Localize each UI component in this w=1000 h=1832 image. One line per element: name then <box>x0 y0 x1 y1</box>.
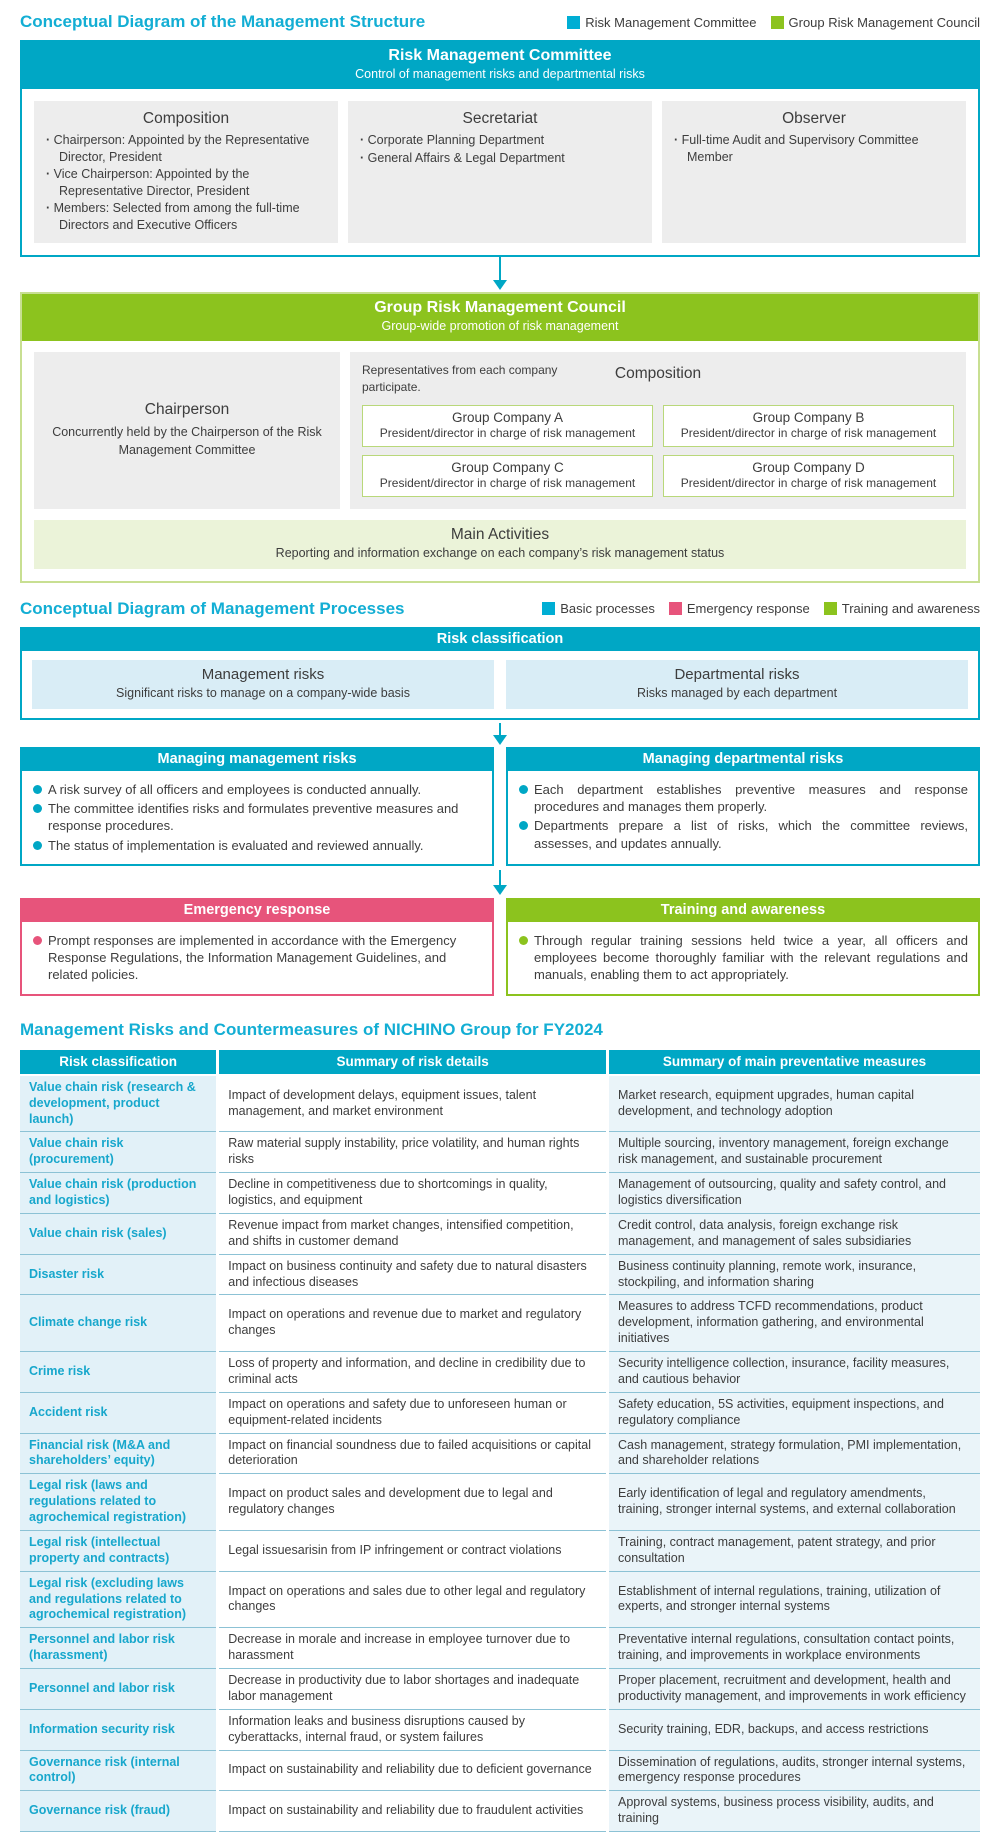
table-row <box>20 1571 980 1628</box>
risk-details-cell: Impact on sustainability and reliability due to fraudulent activities <box>218 1791 608 1832</box>
company-role: President/director in charge of risk management <box>379 475 636 490</box>
observer-panel <box>662 101 966 243</box>
legend-label: Group Risk Management Council <box>788 14 980 30</box>
column-body <box>20 922 494 996</box>
company-card <box>362 405 653 447</box>
legend-label: Emergency response <box>686 601 810 617</box>
table-row <box>20 1132 980 1173</box>
legend-item <box>824 601 980 616</box>
table-row <box>20 1392 980 1433</box>
composition-box <box>350 352 966 509</box>
managing-departmental-risks <box>506 747 980 866</box>
down-arrow-icon <box>499 257 501 281</box>
risk-details-cell: Revenue impact from market changes, intensified competition, and shifts in customer demand <box>218 1213 608 1254</box>
company-role: President/director in charge of risk management <box>680 475 937 490</box>
group-risk-management-council-box <box>20 292 980 583</box>
table-row <box>20 1254 980 1295</box>
risk-classification-cell: Information security risk <box>20 1709 218 1750</box>
departmental-risks-box <box>506 660 968 709</box>
green-swatch-icon <box>771 16 784 29</box>
bullet-item: The status of implementation is evaluated and reviewed annually. <box>32 837 482 854</box>
table-row <box>20 1433 980 1474</box>
legend-label: Basic processes <box>560 601 655 617</box>
list-item: · Members: Selected from among the full-time Directors and Executive Officers <box>46 200 326 233</box>
company-grid <box>362 405 954 497</box>
measures-cell: Multiple sourcing, inventory management, foreign exchange risk management, and sustainable procurement <box>608 1132 981 1173</box>
risk-classification-title: Risk classification <box>20 627 980 651</box>
risk-management-committee-box <box>20 40 980 257</box>
measures-cell: Training, contract management, patent strategy, and prior consultation <box>608 1530 981 1571</box>
risk-details-cell: Legal issuesarisin from IP infringement or contract violations <box>218 1530 608 1571</box>
risk-classification-cell: Financial risk (M&A and shareholders’ equity) <box>20 1433 218 1474</box>
committee-header <box>22 42 978 89</box>
list-item: · Corporate Planning Department <box>360 132 640 149</box>
table-row <box>20 1173 980 1214</box>
risk-details-cell: Impact on operations and revenue due to market and regulatory changes <box>218 1295 608 1352</box>
company-name: Group Company B <box>752 409 865 425</box>
bullet-item: Each department establishes preventive measures and response procedures and manages them properly. <box>518 781 968 816</box>
cyan-swatch-icon <box>567 16 580 29</box>
measures-cell: Dissemination of regulations, audits, stronger internal systems, emergency response procedures <box>608 1750 981 1791</box>
legend-label: Risk Management Committee <box>585 14 757 30</box>
composition-panel <box>34 101 338 243</box>
committee-title: Risk Management Committee <box>388 47 612 64</box>
risk-details-cell: Decline in competitiveness due to shortcomings in quality, logistics, and equipment <box>218 1173 608 1214</box>
company-card <box>663 405 954 447</box>
box-heading: Management risks <box>201 665 325 683</box>
box-heading: Departmental risks <box>674 665 800 683</box>
measures-cell: Measures to address TCFD recommendations, product development, information gathering, and environmental initiatives <box>608 1295 981 1352</box>
response-training-row <box>20 898 980 996</box>
table-row <box>20 1791 980 1832</box>
cyan-swatch-icon <box>542 602 555 615</box>
measures-cell: Cash management, strategy formulation, PMI implementation, and shareholder relations <box>608 1433 981 1474</box>
risk-details-cell: Impact on operations and sales due to other legal and regulatory changes <box>218 1571 608 1628</box>
risk-classification-cell: Value chain risk (research & development, product launch) <box>20 1075 218 1132</box>
training-awareness-box <box>506 898 980 996</box>
risk-countermeasures-table <box>20 1050 980 1832</box>
pink-swatch-icon <box>669 602 682 615</box>
emergency-response-box <box>20 898 494 996</box>
column-body <box>506 922 980 996</box>
chairperson-heading: Chairperson <box>144 401 230 419</box>
section3-title: Management Risks and Countermeasures of NICHINO Group for FY2024 <box>20 1019 603 1039</box>
company-name: Group Company D <box>752 459 865 475</box>
column-heading: Managing departmental risks <box>506 747 980 771</box>
measures-cell: Security intelligence collection, insurance, facility measures, and cautious behavior <box>608 1352 981 1393</box>
table-row <box>20 1669 980 1710</box>
risk-classification-box <box>20 627 980 720</box>
company-role: President/director in charge of risk management <box>680 425 937 440</box>
risk-details-cell: Information leaks and business disruptions caused by cyberattacks, internal fraud, or system failures <box>218 1709 608 1750</box>
measures-cell: Security training, EDR, backups, and access restrictions <box>608 1709 981 1750</box>
council-header <box>22 294 978 341</box>
risk-classification-cell: Climate change risk <box>20 1295 218 1352</box>
company-card <box>663 455 954 497</box>
risk-classification-cell: Accident risk <box>20 1392 218 1433</box>
column-heading: Managing management risks <box>20 747 494 771</box>
company-name: Group Company C <box>451 459 564 475</box>
managing-risks-row <box>20 747 980 866</box>
panel-heading: Secretariat <box>462 110 538 127</box>
table-row <box>20 1709 980 1750</box>
legend-label: Training and awareness <box>841 601 980 617</box>
council-title: Group Risk Management Council <box>374 299 626 316</box>
risk-classification-cell: Disaster risk <box>20 1254 218 1295</box>
legend-item <box>669 601 810 616</box>
risk-details-cell: Loss of property and information, and decline in credibility due to criminal acts <box>218 1352 608 1393</box>
risk-details-cell: Impact on sustainability and reliability due to deficient governance <box>218 1750 608 1791</box>
risk-classification-cell: Value chain risk (sales) <box>20 1213 218 1254</box>
list-item: · Chairperson: Appointed by the Representative Director, President <box>46 132 326 165</box>
section2-header <box>20 599 980 619</box>
risk-details-cell: Impact of development delays, equipment issues, talent management, and market environment <box>218 1075 608 1132</box>
committee-panels <box>34 101 966 243</box>
council-content <box>34 352 966 509</box>
column-heading: Emergency response <box>20 898 494 922</box>
risk-classification-cell: Personnel and labor risk <box>20 1669 218 1710</box>
measures-cell: Approval systems, business process visibility, audits, and training <box>608 1791 981 1832</box>
main-activities-text: Reporting and information exchange on each company’s risk management status <box>275 545 725 560</box>
table-row <box>20 1750 980 1791</box>
bullet-item: The committee identifies risks and formulates preventive measures and response procedures. <box>32 800 482 835</box>
committee-subtitle: Control of management risks and departmental risks <box>355 67 645 81</box>
risk-classification-cell: Crime risk <box>20 1352 218 1393</box>
table-row <box>20 1352 980 1393</box>
measures-cell: Business continuity planning, remote work, insurance, stockpiling, and information sharing <box>608 1254 981 1295</box>
company-role: President/director in charge of risk management <box>379 425 636 440</box>
company-card <box>362 455 653 497</box>
risk-classification-body <box>20 651 980 720</box>
managing-management-risks <box>20 747 494 866</box>
list-item: · Full-time Audit and Supervisory Committee Member <box>674 132 954 165</box>
bullet-item: Through regular training sessions held twice a year, all officers and employees become thoroughly familiar with the relevant regulations and manuals, enabling them to act appropriately. <box>518 932 968 984</box>
risk-details-cell: Decrease in productivity due to labor shortages and inadequate labor management <box>218 1669 608 1710</box>
column-body <box>506 771 980 866</box>
risk-details-cell: Impact on financial soundness due to failed acquisitions or capital deterioration <box>218 1433 608 1474</box>
box-text: Significant risks to manage on a company-wide basis <box>116 685 410 700</box>
down-arrow-icon <box>499 870 501 886</box>
table-row <box>20 1213 980 1254</box>
section2-legend <box>542 601 980 616</box>
risk-classification-cell: Legal risk (intellectual property and contracts) <box>20 1530 218 1571</box>
bullet-item: A risk survey of all officers and employees is conducted annually. <box>32 781 482 798</box>
green-swatch-icon <box>824 602 837 615</box>
composition-note: Representatives from each company participate. <box>362 363 558 395</box>
table-row <box>20 1075 980 1132</box>
chairperson-text: Concurrently held by the Chairperson of the Risk Management Committee <box>52 425 322 457</box>
table-row <box>20 1628 980 1669</box>
legend-item <box>771 15 980 30</box>
column-header: Summary of main preventative measures <box>608 1050 981 1075</box>
column-header: Summary of risk details <box>218 1050 608 1075</box>
bullet-item: Departments prepare a list of risks, which the committee reviews, assesses, and updates annually. <box>518 817 968 852</box>
list-item: · General Affairs & Legal Department <box>360 150 640 167</box>
risk-details-cell: Decrease in morale and increase in employee turnover due to harassment <box>218 1628 608 1669</box>
risk-details-cell: Impact on operations and safety due to unforeseen human or equipment-related incidents <box>218 1392 608 1433</box>
table-row <box>20 1530 980 1571</box>
bullet-item: Prompt responses are implemented in accordance with the Emergency Response Regulations, the Information Management Guidelines, and related policies. <box>32 932 482 984</box>
measures-cell: Preventative internal regulations, consultation contact points, training, and improvements in workplace environments <box>608 1628 981 1669</box>
main-activities-heading: Main Activities <box>450 525 550 543</box>
measures-cell: Early identification of legal and regulatory amendments, training, stronger internal systems, and external collaboration <box>608 1474 981 1531</box>
section2-title: Conceptual Diagram of Management Processes <box>20 598 405 618</box>
risk-classification-cell: Personnel and labor risk (harassment) <box>20 1628 218 1669</box>
chairperson-box <box>34 352 340 509</box>
measures-cell: Safety education, 5S activities, equipment inspections, and regulatory compliance <box>608 1392 981 1433</box>
risk-classification-cell: Value chain risk (production and logistics) <box>20 1173 218 1214</box>
down-arrow-icon <box>499 723 501 736</box>
measures-cell: Management of outsourcing, quality and safety control, and logistics diversification <box>608 1173 981 1214</box>
measures-cell: Establishment of internal regulations, training, utilization of experts, and stronger internal systems <box>608 1571 981 1628</box>
management-risks-box <box>32 660 494 709</box>
legend-item <box>567 15 756 30</box>
measures-cell: Proper placement, recruitment and development, health and productivity management, and improvements in work efficiency <box>608 1669 981 1710</box>
secretariat-panel <box>348 101 652 243</box>
table-header-row <box>20 1050 980 1075</box>
measures-cell: Market research, equipment upgrades, human capital development, and technology adoption <box>608 1075 981 1132</box>
risk-details-cell: Impact on business continuity and safety due to natural disasters and infectious diseases <box>218 1254 608 1295</box>
list-item: · Vice Chairperson: Appointed by the Representative Director, President <box>46 166 326 199</box>
risk-details-cell: Raw material supply instability, price volatility, and human rights risks <box>218 1132 608 1173</box>
company-name: Group Company A <box>451 409 564 425</box>
column-header: Risk classification <box>20 1050 218 1075</box>
risk-classification-cell: Governance risk (fraud) <box>20 1791 218 1832</box>
council-subtitle: Group-wide promotion of risk management <box>381 319 619 333</box>
observer-list <box>674 132 954 165</box>
section1-legend <box>567 15 980 30</box>
secretariat-list <box>360 132 640 166</box>
risk-classification-cell: Legal risk (excluding laws and regulations related to agrochemical registration) <box>20 1571 218 1628</box>
column-heading: Training and awareness <box>506 898 980 922</box>
main-activities-bar <box>34 520 966 569</box>
table-row <box>20 1474 980 1531</box>
risk-classification-cell: Legal risk (laws and regulations related to agrochemical registration) <box>20 1474 218 1531</box>
panel-heading: Composition <box>142 110 230 127</box>
measures-cell: Credit control, data analysis, foreign exchange risk management, and management of sales subsidiaries <box>608 1213 981 1254</box>
risk-classification-cell: Governance risk (internal control) <box>20 1750 218 1791</box>
table-row <box>20 1295 980 1352</box>
legend-item <box>542 601 655 616</box>
composition-heading: Composition <box>614 365 702 382</box>
risk-details-cell: Impact on product sales and development due to legal and regulatory changes <box>218 1474 608 1531</box>
box-text: Risks managed by each department <box>636 685 838 700</box>
section1-title: Conceptual Diagram of the Management Structure <box>20 12 426 31</box>
risk-classification-cell: Value chain risk (procurement) <box>20 1132 218 1173</box>
composition-list <box>46 132 326 233</box>
column-body <box>20 771 494 866</box>
section1-header <box>20 12 980 32</box>
panel-heading: Observer <box>782 110 846 127</box>
